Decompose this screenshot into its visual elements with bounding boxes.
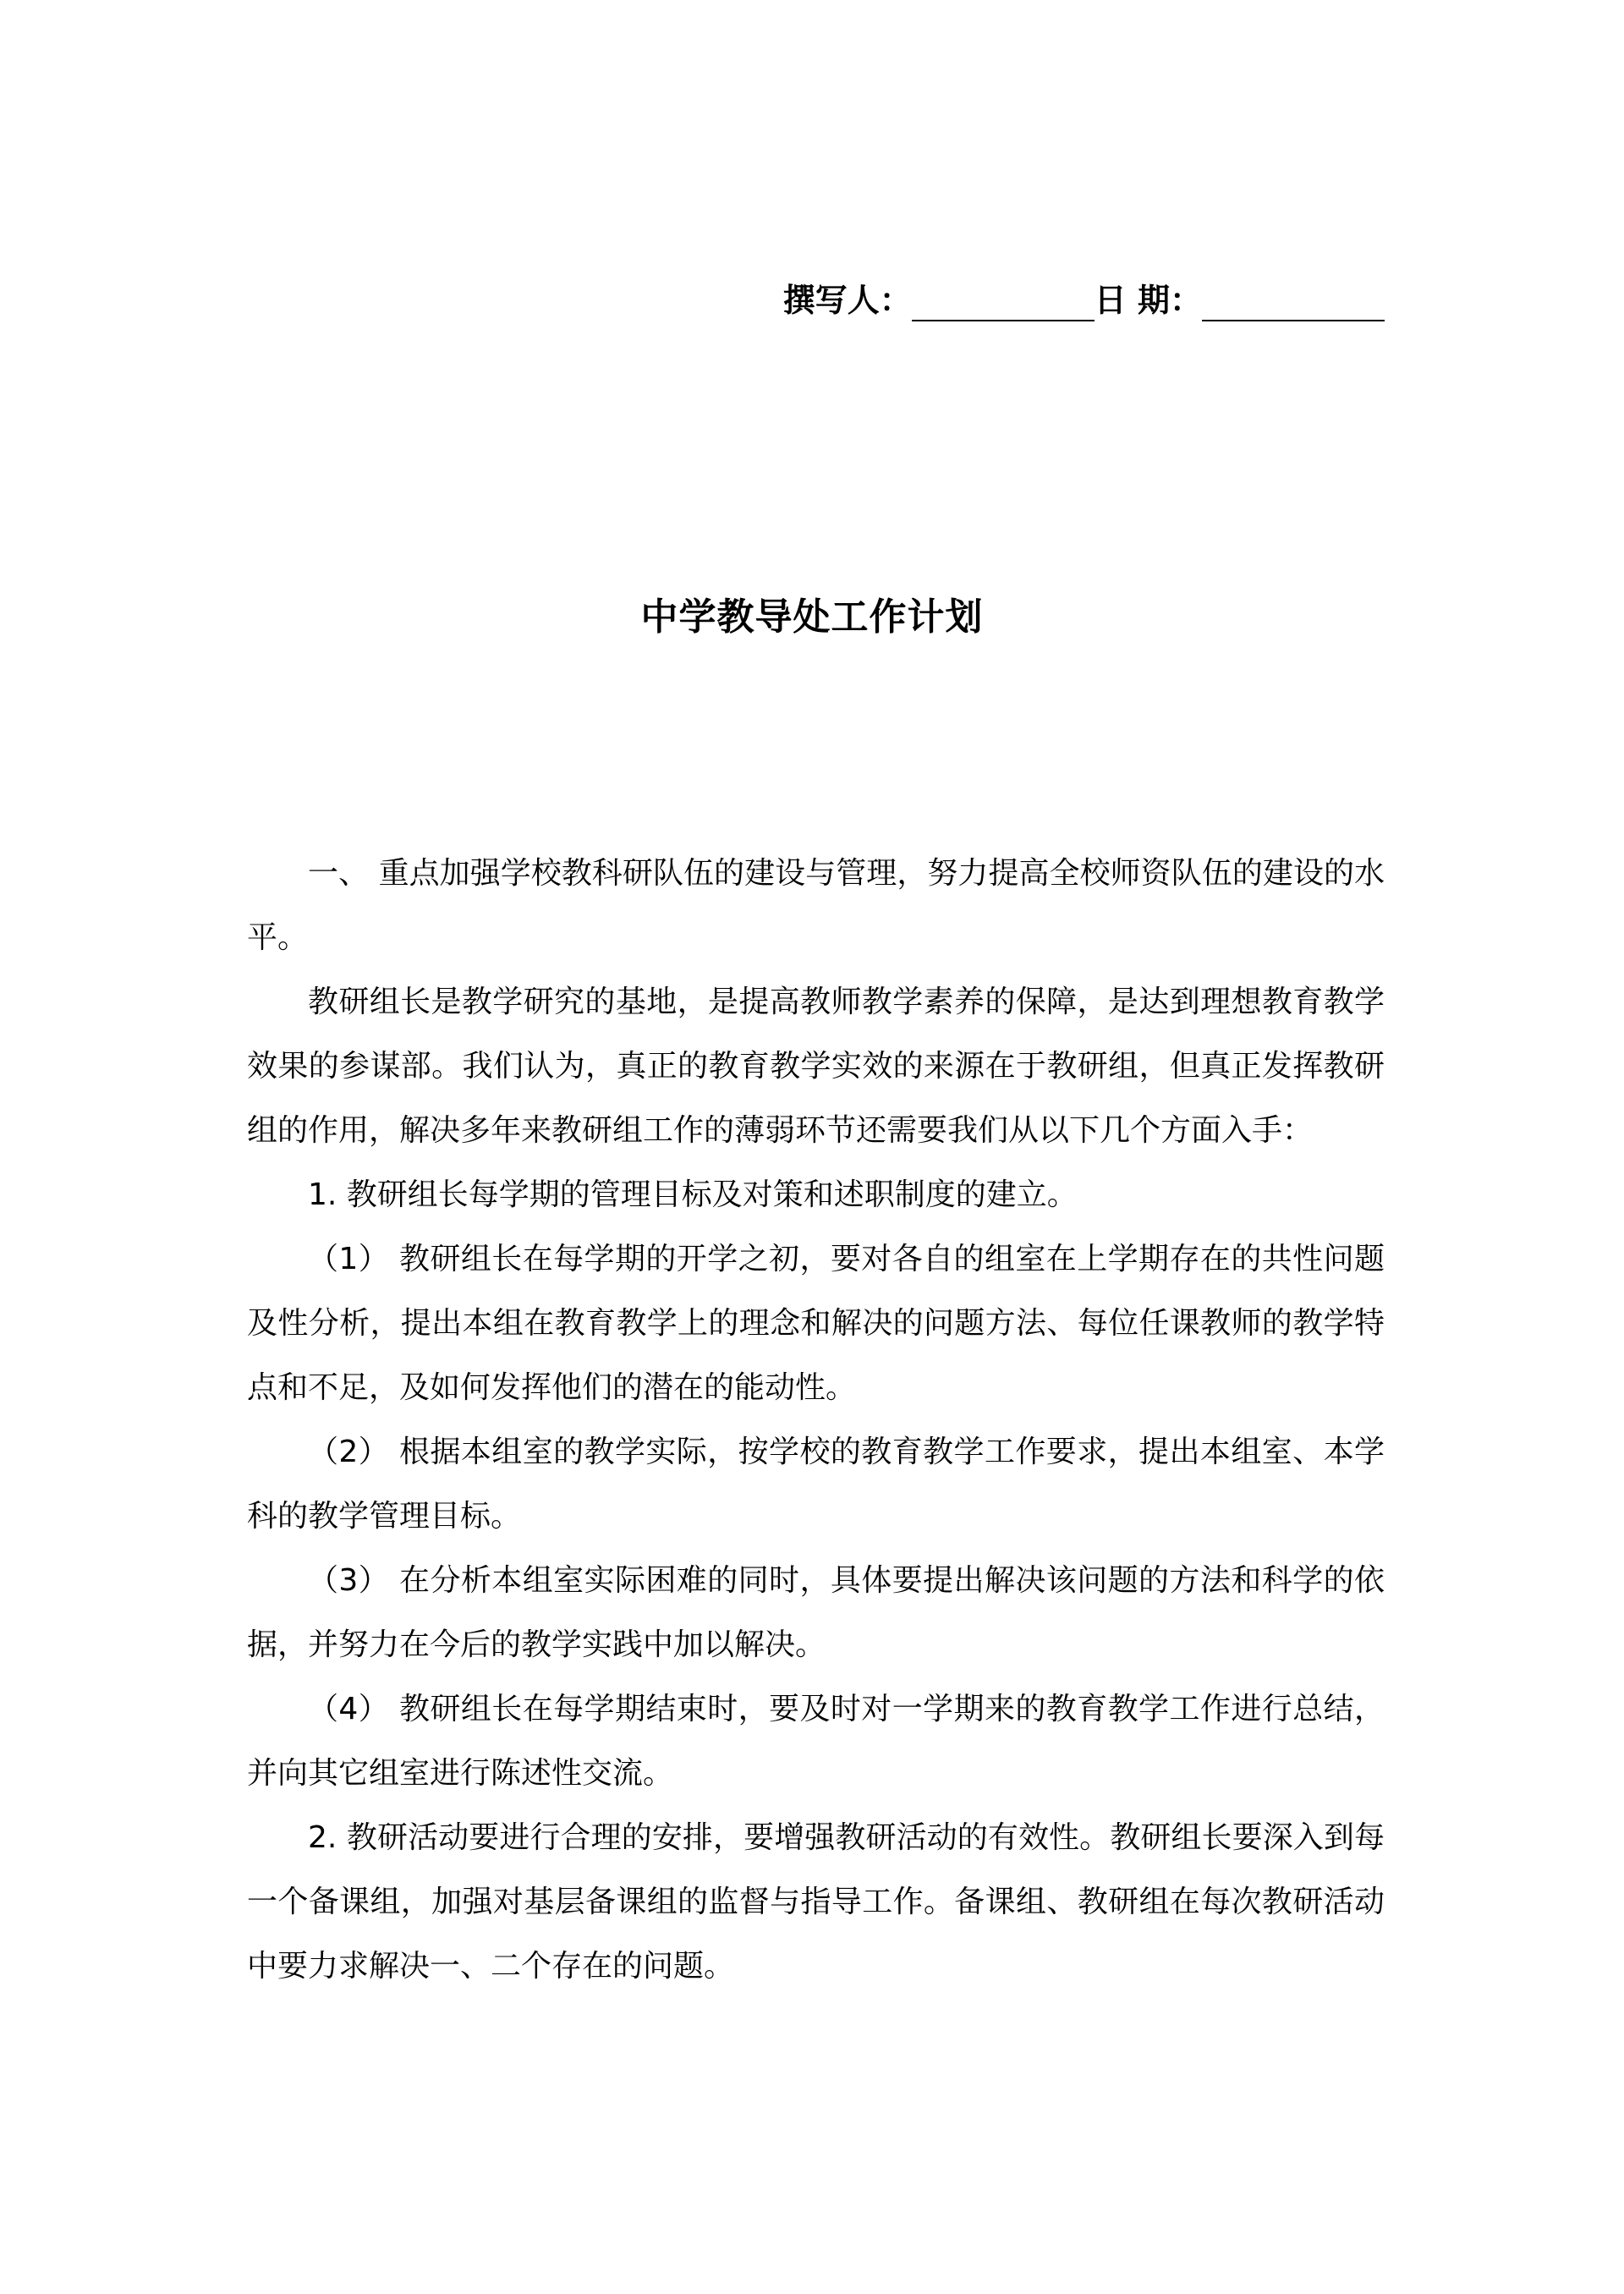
paragraph-subitem-4: （4） 教研组长在每学期结束时，要及时对一学期来的教育教学工作进行总结，并向其它组室进行陈述性交流。	[247, 1692, 1385, 1791]
paragraph-subitem-1: （1） 教研组长在每学期的开学之初，要对各自的组室在上学期存在的共性问题及性分析，提出本组在教育教学上的理念和解决的问题方法、每位任课教师的教学特点和不足，及如何发挥他们的潜在的能动性。	[247, 1242, 1385, 1405]
paragraph-intro: 教研组长是教学研究的基地，是提高教师教学素养的保障，是达到理想教育教学效果的参谋部。我们认为，真正的教育教学实效的来源在于教研组，但真正发挥教研组的作用，解决多年来教研组工作的薄弱环节还需要我们从以下几个方面入手：	[247, 985, 1385, 1148]
document-body	[247, 842, 1385, 1999]
paragraph-item-1: 1. 教研组长每学期的管理目标及对策和述职制度的建立。	[308, 1177, 1078, 1212]
paragraph-item-2: 2. 教研活动要进行合理的安排，要增强教研活动的有效性。教研组长要深入到每一个备课组，加强对基层备课组的监督与指导工作。备课组、教研组在每次教研活动中要力求解决一、二个存在的问题。	[247, 1820, 1385, 1984]
author-label: 撰写人：	[782, 282, 912, 319]
document-title: 中学教导处工作计划	[640, 595, 984, 639]
author-date-line	[783, 279, 1385, 321]
paragraph-section-1: 一、 重点加强学校教科研队伍的建设与管理，努力提高全校师资队伍的建设的水平。	[247, 856, 1385, 955]
date-label: 日 期：	[1094, 282, 1202, 319]
paragraph-subitem-3: （3） 在分析本组室实际困难的同时，具体要提出解决该问题的方法和科学的依据，并努力在今后的教学实践中加以解决。	[247, 1563, 1385, 1662]
paragraph-subitem-2: （2） 根据本组室的教学实际，按学校的教育教学工作要求，提出本组室、本学科的教学管理目标。	[247, 1435, 1385, 1534]
author-blank	[912, 286, 1095, 321]
date-blank	[1202, 286, 1385, 321]
